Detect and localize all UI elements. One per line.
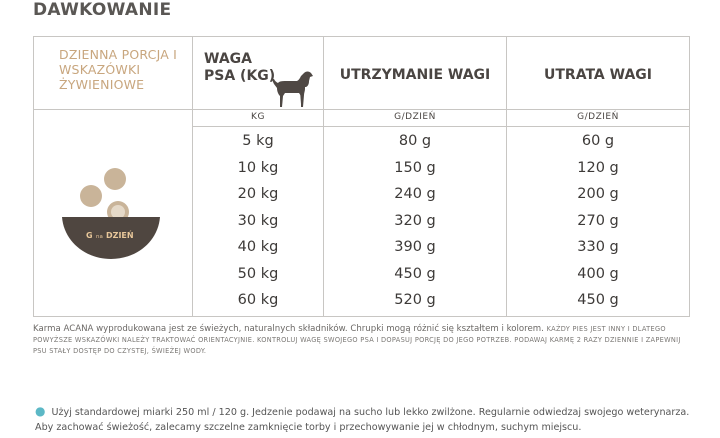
weight-cell: 50 kg [237, 265, 279, 282]
maintenance-cell: 390 g [394, 239, 436, 255]
note-main: Karma ACANA wyprodukowana jest ze świeżych, naturalnych składników. Chrupki mogą różnić się kształtem i kolorem. [33, 324, 544, 334]
bowl-label-g: G [86, 231, 93, 240]
weight-cell: 30 kg [237, 212, 279, 229]
bowl-label-na: na [96, 234, 103, 240]
sub-header-gday: G/DZIEŃ [577, 112, 619, 122]
bowl-label-day: DZIEŃ [106, 231, 134, 240]
weight-cell: 40 kg [237, 239, 279, 255]
dog-icon [270, 69, 316, 109]
loss-cell: 330 g [577, 239, 619, 255]
feeding-table [33, 36, 690, 317]
maintenance-cell: 240 g [394, 186, 436, 202]
divider [192, 126, 689, 127]
loss-cell: 120 g [577, 159, 619, 176]
loss-cell: 450 g [577, 292, 619, 308]
feeding-note [33, 324, 693, 357]
weight-header-line1: WAGA [204, 51, 252, 67]
note-small: KAŻDY PIES JEST INNY I DLATEGO POWYŻSZE WSKAZÓWKI NALEŻY TRAKTOWAĆ ORIENTACYJNIE. KONTROLUJ WAGĘ SWOJEGO PSA I DOPASUJ PORCJĘ DO JEGO POTRZEB. PODAWAJ KARMĘ 2 RAZY DZIENNIE I ZAPEWNIJ PSU STAŁY DOSTĘP DO CZYSTEJ, ŚWIEŻEJ WODY. [33, 325, 681, 355]
weight-cell: 20 kg [237, 186, 279, 202]
section-title: DAWKOWANIE [33, 0, 172, 20]
divider [34, 109, 689, 110]
maintenance-cell: 150 g [394, 159, 436, 176]
usage-bullet [35, 404, 695, 435]
maintenance-cell: 320 g [394, 212, 436, 229]
weight-header [204, 51, 275, 85]
maintenance-cell: 450 g [394, 265, 436, 282]
loss-cell: 200 g [577, 186, 619, 202]
maintenance-cell: 80 g [398, 133, 432, 149]
table-left-label: DZIENNA PORCJA I WSKAZÓWKI ŻYWIENIOWE [59, 47, 178, 92]
maintenance-header: UTRZYMANIE WAGI [339, 67, 491, 83]
food-bowl-icon [58, 162, 168, 262]
sub-header-kg: KG [251, 112, 265, 122]
loss-header: UTRATA WAGI [544, 67, 652, 83]
weight-header-line2: PSA (KG) [204, 68, 276, 84]
loss-cell: 270 g [577, 212, 619, 229]
bullet-text: Użyj standardowej miarki 250 ml / 120 g. Jedzenie podawaj na sucho lub lekko zwilżone. Regularnie odwiedzaj swojego weterynarza. Aby zachować świeżość, zalecamy szczelne zamknięcie torby i przechowywanie jej w chłodnym, suchym miejscu. [35, 407, 690, 433]
weight-cell: 5 kg [242, 133, 274, 149]
maintenance-cell: 520 g [394, 292, 436, 308]
sub-header-gday: G/DZIEŃ [394, 112, 436, 122]
weight-cell: 10 kg [237, 159, 279, 176]
weight-cell: 60 kg [237, 292, 279, 308]
bullet-dot-icon: ● [35, 404, 46, 418]
loss-cell: 60 g [581, 133, 615, 149]
loss-cell: 400 g [577, 265, 619, 282]
